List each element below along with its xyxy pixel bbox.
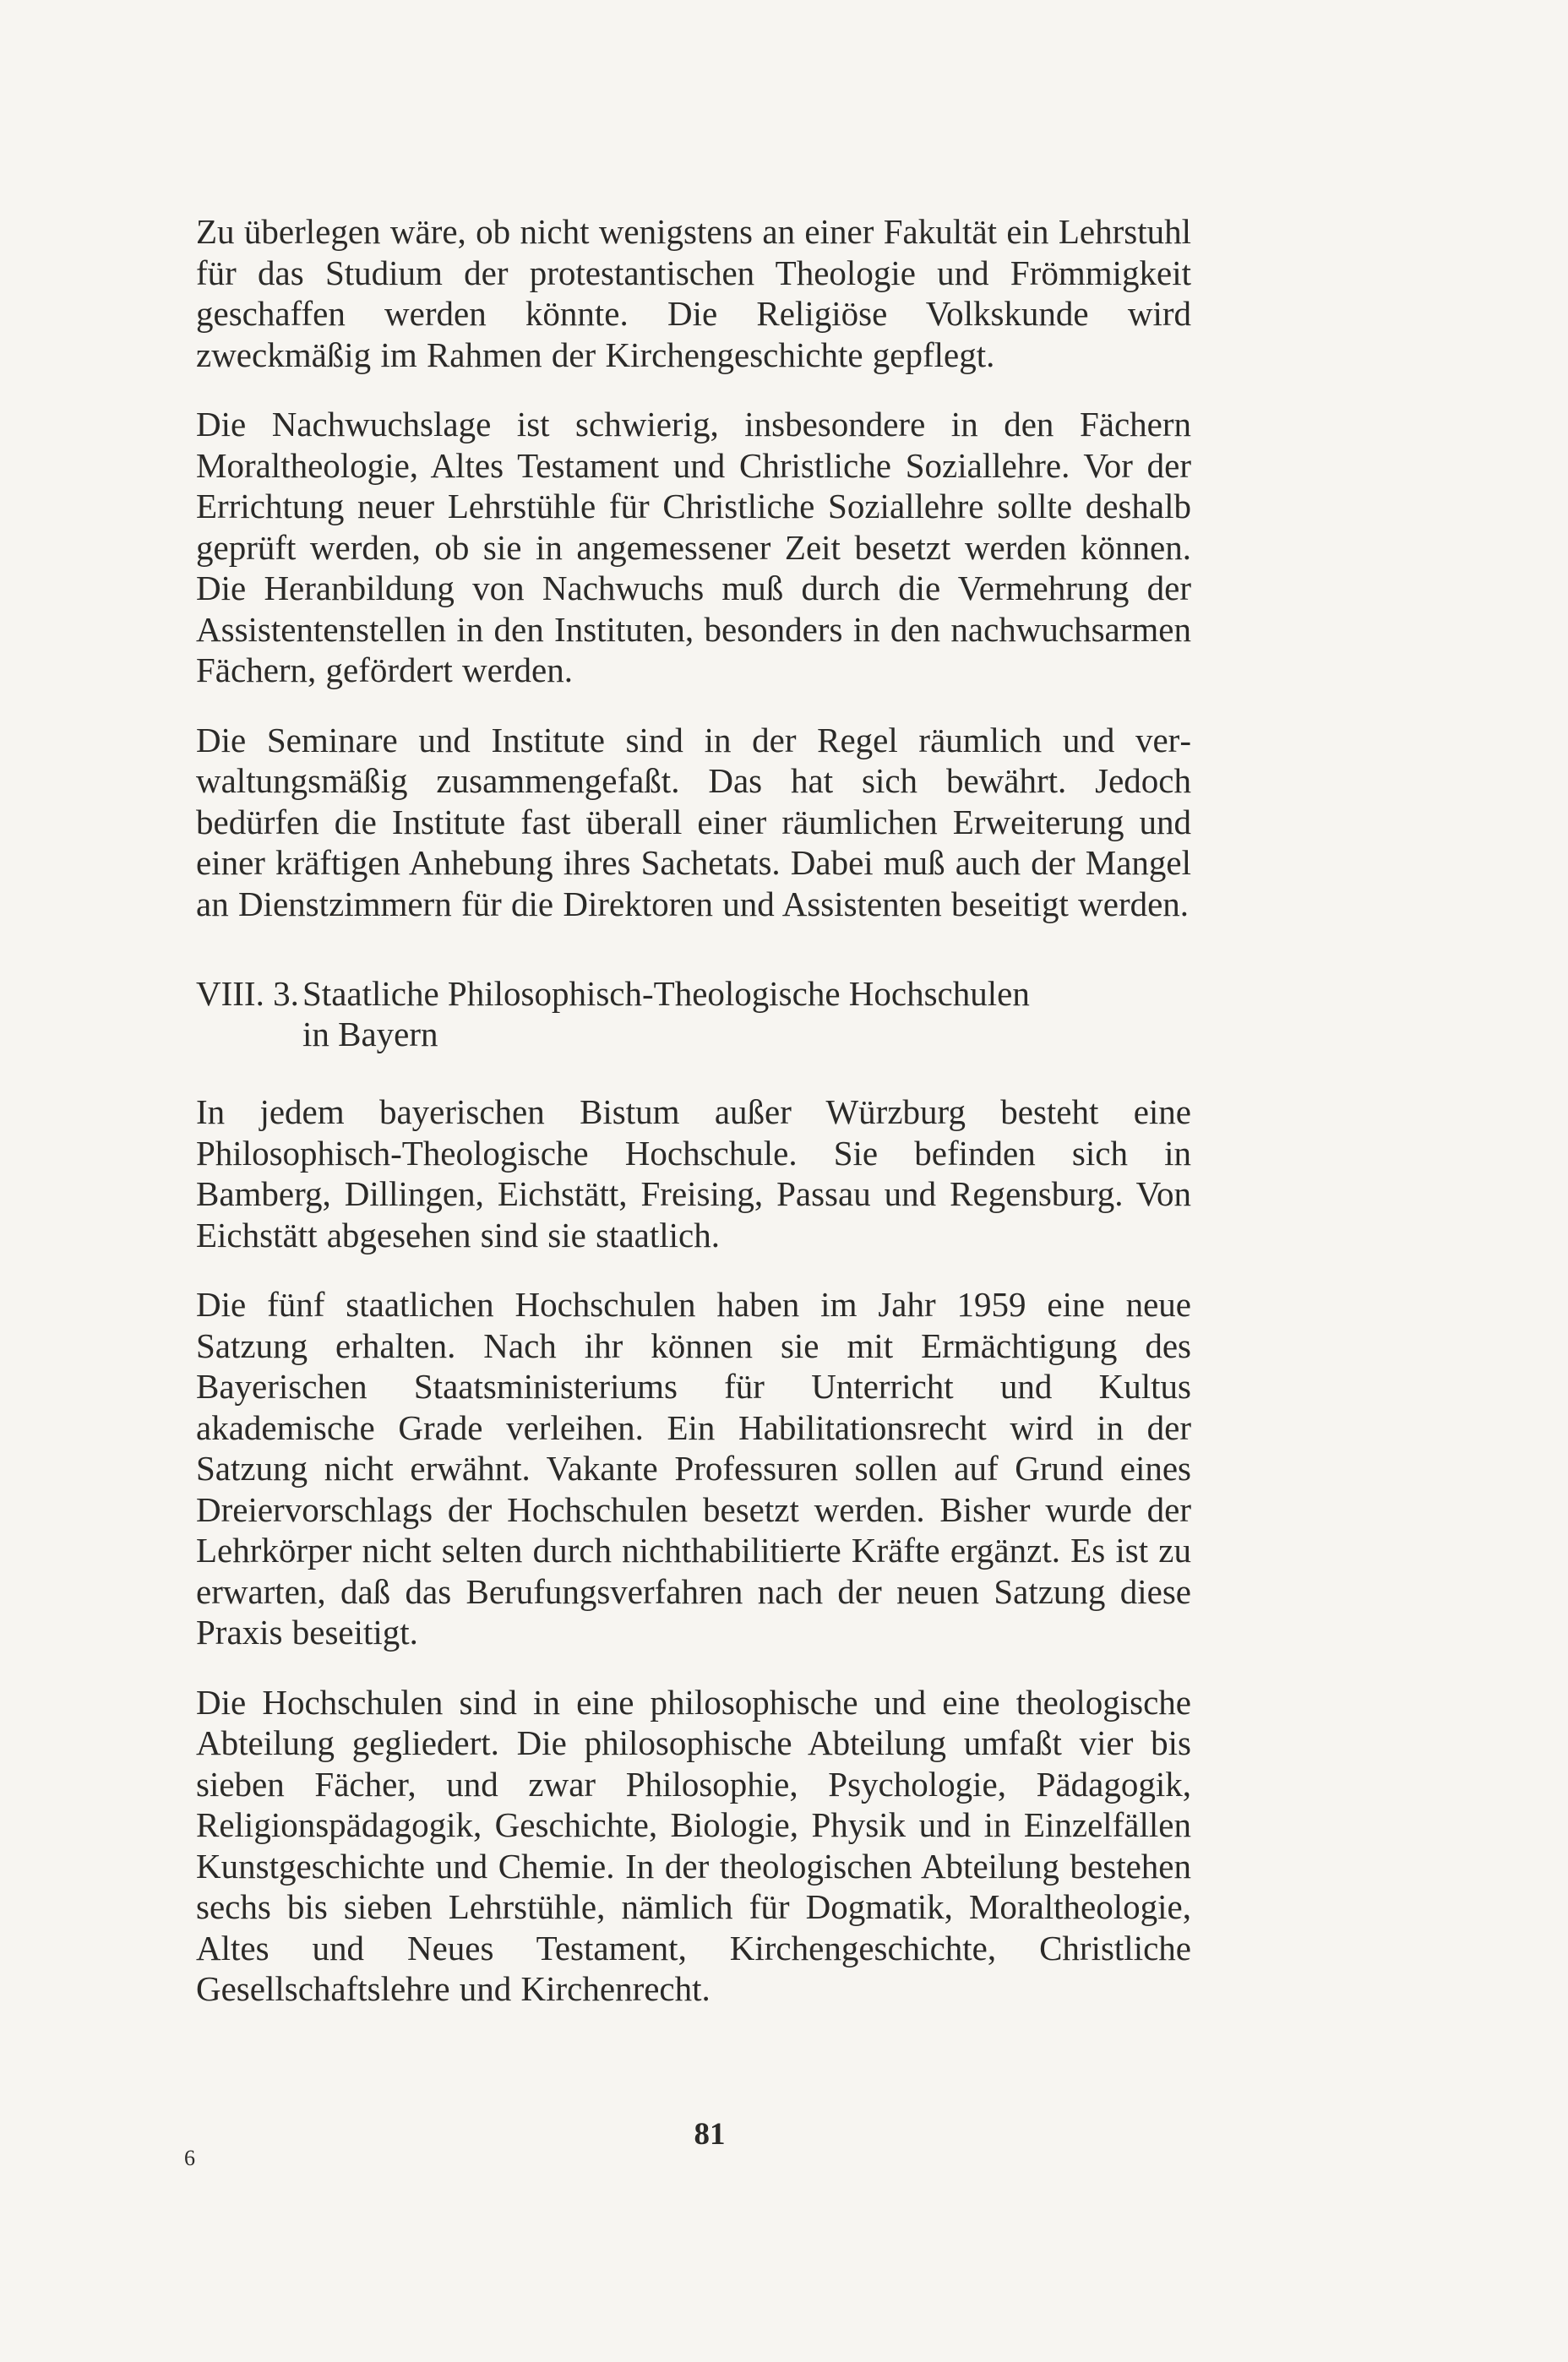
- section-title: [302, 973, 1191, 1054]
- paragraph-seminare-institute: Die Seminare und Institute sind in der Regel räumlich und verwaltungsmäßig zusammengefaßt. Das hat sich bewährt. Jedoch bedürfen die Institute fast überall einer räumlichen Erweiterung und einer kräftigen Anhebung ihres Sachetats. Dabei muß auch der Mangel an Dienstzimmern für die Direktoren und Assistenten beseitigt werden.: [196, 720, 1191, 923]
- text-column: [196, 211, 1191, 2038]
- paragraph-nachwuchslage: Die Nachwuchslage ist schwierig, insbesondere in den Fächern Moraltheologie, Altes Testament und Christliche Soziallehre. Vor der Errichtung neuer Lehrstühle für Christliche Soziallehre sollte deshalb geprüft werden, ob sie in angemessener Zeit besetzt werden können. Die Heranbildung von Nachwuchs muß durch die Vermehrung der Assistentenstellen in den Instituten, besonders in den nachwuchsarmen Fächern, gefördert werden.: [196, 405, 1191, 689]
- section-title-line-1: Staatliche Philosophisch-Theologische Hochschulen: [302, 974, 1030, 1013]
- paragraph-protestant-theology: Zu überlegen wäre, ob nicht wenigstens an einer Fakultät ein Lehrstuhl für das Studium der protestantischen Theologie und Frömmigkeit geschaffen werden könnte. Die Religiöse Volkskunde wird zweckmäßig im Rahmen der Kirchengeschichte gepflegt.: [196, 212, 1191, 374]
- section-heading: [196, 973, 1191, 1054]
- section-title-line-2: in Bayern: [302, 1015, 438, 1053]
- paragraph-satzung: Die fünf staatlichen Hochschulen haben im Jahr 1959 eine neue Satzung erhalten. Nach ihr können sie mit Ermächtigung des Bayerischen Staatsministeriums für Unterricht und Kultus akademische Grade verleihen. Ein Habilitationsrecht wird in der Satzung nicht erwähnt. Vakante Professuren sollen auf Grund eines Dreiervorschlags der Hochschulen besetzt werden. Bisher wurde der Lehrkörper nicht selten durch nichthabilitierte Kräfte ergänzt. Es ist zu erwarten, daß das Berufungsverfahren nach der neuen Satzung diese Praxis beseitigt.: [196, 1285, 1191, 1652]
- paragraph-abteilungen: Die Hochschulen sind in eine philosophische und eine theologische Abteilung gegliedert. Die philosophische Abteilung umfaßt vier bis sieben Fächer, und zwar Philosophie, Psychologie, Pädagogik, Religionspädagogik, Geschichte, Biologie, Physik und in Einzelfällen Kunstgeschichte und Chemie. In der theologischen Abteilung bestehen sechs bis sieben Lehrstühle, nämlich für Dogmatik, Moraltheologie, Altes und Neues Testament, Kirchengeschichte, Christliche Gesellschaftslehre und Kirchenrecht.: [196, 1682, 1191, 2008]
- page-number: 81: [694, 2117, 726, 2152]
- section-number: VIII. 3.: [196, 974, 299, 1013]
- paragraph-bistum: In jedem bayerischen Bistum außer Würzburg besteht eine Philosophisch-Theologische Hochschule. Sie befinden sich in Bamberg, Dillingen, Eichstätt, Freising, Passau und Regensburg. Von Eichstätt abgesehen sind sie staatlich.: [196, 1092, 1191, 1254]
- signature-mark: 6: [184, 2146, 195, 2170]
